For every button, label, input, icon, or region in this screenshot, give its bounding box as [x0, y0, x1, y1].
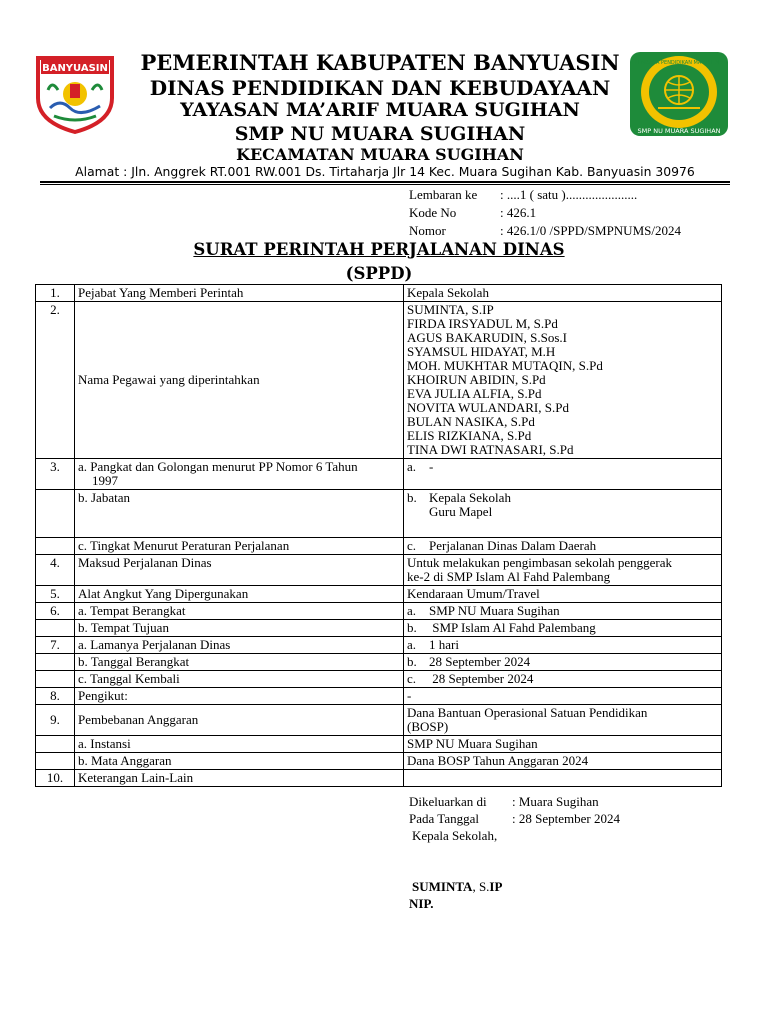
list-item: BULAN NASIKA, S.Pd — [407, 414, 535, 429]
header-district: KECAMATAN MUARA SUGIHAN — [236, 145, 524, 164]
issued-place: Dikeluarkan di : Muara Sugihan — [409, 794, 599, 809]
table-row: a. Instansi SMP NU Muara Sugihan — [36, 736, 722, 753]
list-item: EVA JULIA ALFIA, S.Pd — [407, 386, 542, 401]
meta-lembaran: Lembaran ke : ....1 ( satu )...................... — [409, 187, 638, 202]
employee-names — [404, 302, 722, 459]
list-item: AGUS BAKARUDIN, S.Sos.I — [407, 330, 567, 345]
issued-date: Pada Tanggal : 28 September 2024 — [409, 811, 620, 826]
header-department: DINAS PENDIDIKAN DAN KEBUDAYAAN — [149, 76, 611, 100]
list-item: NOVITA WULANDARI, S.Pd — [407, 400, 569, 415]
table-row: 8. Pengikut: - — [36, 688, 722, 705]
header-foundation: YAYASAN MA’ARIF MUARA SUGIHAN — [180, 99, 580, 121]
table-row: 3. a. Pangkat dan Golongan menurut PP Nomor 6 Tahun 1997 a. - — [36, 459, 722, 490]
logo-right-bottom-text: SMP NU MUARA SUGIHAN — [637, 127, 721, 135]
list-item: SUMINTA, S.IP — [407, 302, 494, 317]
header-school: SMP NU MUARA SUGIHAN — [234, 123, 526, 145]
signatory-nip: NIP. — [409, 896, 434, 911]
school-address: Alamat : Jln. Anggrek RT.001 RW.001 Ds. Tirtaharja Jlr 14 Kec. Muara Sugihan Kab. Banyuasin 30976 — [75, 164, 695, 179]
maarif-nu-logo — [628, 50, 730, 138]
table-row: 7. a. Lamanya Perjalanan Dinas a. 1 hari — [36, 637, 722, 654]
meta-kode: Kode No : 426.1 — [409, 205, 537, 220]
banyuasin-logo — [30, 50, 120, 134]
list-item: FIRDA IRSYADUL M, S.Pd — [407, 316, 558, 331]
list-item: SYAMSUL HIDAYAT, M.H — [407, 344, 556, 359]
signatory-name: SUMINTA, S.IP — [412, 879, 503, 894]
table-row: b. Jabatan b. Kepala Sekolah Guru Mapel — [36, 490, 722, 538]
logo-right-top-text: LEMBAGA PENDIDIKAN MA'ARIF NU — [635, 60, 723, 66]
table-row: b. Tanggal Berangkat b. 28 September 2024 — [36, 654, 722, 671]
table-row: 9. Pembebanan Anggaran Dana Bantuan Operasional Satuan Pendidikan (BOSP) — [36, 705, 722, 736]
header-divider-thick — [40, 181, 730, 183]
table-row: 2. Nama Pegawai yang diperintahkan SUMINTA, S.IP FIRDA IRSYADUL M, S.Pd AGUS BAKARUDIN, S.Sos.I SYAMSUL HIDAYAT, M.H MOH. MUKHTAR MUTAQIN, S.Pd KHOIRUN ABIDIN, S.Pd EVA JULIA ALFIA, S.Pd NOVITA WULANDARI, S.Pd BULAN NASIKA, S.Pd ELIS RIZKIANA, S.Pd TINA DWI RATNASARI, S.Pd — [36, 302, 722, 459]
header-divider-thin — [40, 184, 730, 185]
list-item: TINA DWI RATNASARI, S.Pd — [407, 442, 574, 457]
table-row: 1. Pejabat Yang Memberi Perintah Kepala Sekolah — [36, 285, 722, 302]
table-row: 5. Alat Angkut Yang Dipergunakan Kendaraan Umum/Travel — [36, 586, 722, 603]
table-row: b. Tempat Tujuan b. SMP Islam Al Fahd Palembang — [36, 620, 722, 637]
logo-left-text: BANYUASIN — [42, 63, 108, 74]
sppd-table — [35, 284, 722, 787]
list-item: MOH. MUKHTAR MUTAQIN, S.Pd — [407, 358, 603, 373]
document-title: SURAT PERINTAH PERJALANAN DINAS — [193, 240, 565, 259]
meta-nomor: Nomor : 426.1/0 /SPPD/SMPNUMS/2024 — [409, 223, 681, 238]
list-item: ELIS RIZKIANA, S.Pd — [407, 428, 532, 443]
table-row: 4. Maksud Perjalanan Dinas Untuk melakukan pengimbasan sekolah penggerak ke-2 di SMP Islam Al Fahd Palembang — [36, 555, 722, 586]
table-row: c. Tanggal Kembali c. 28 September 2024 — [36, 671, 722, 688]
signatory-title: Kepala Sekolah, — [412, 828, 498, 843]
document-meta — [409, 186, 681, 240]
table-row: c. Tingkat Menurut Peraturan Perjalanan c. Perjalanan Dinas Dalam Daerah — [36, 538, 722, 555]
header-government: PEMERINTAH KABUPATEN BANYUASIN — [140, 50, 620, 75]
table-row: 6. a. Tempat Berangkat a. SMP NU Muara Sugihan — [36, 603, 722, 620]
document-subtitle: (SPPD) — [345, 264, 413, 283]
table-row: b. Mata Anggaran Dana BOSP Tahun Anggaran 2024 — [36, 753, 722, 770]
table-row: 10. Keterangan Lain-Lain — [36, 770, 722, 787]
list-item: KHOIRUN ABIDIN, S.Pd — [407, 372, 546, 387]
